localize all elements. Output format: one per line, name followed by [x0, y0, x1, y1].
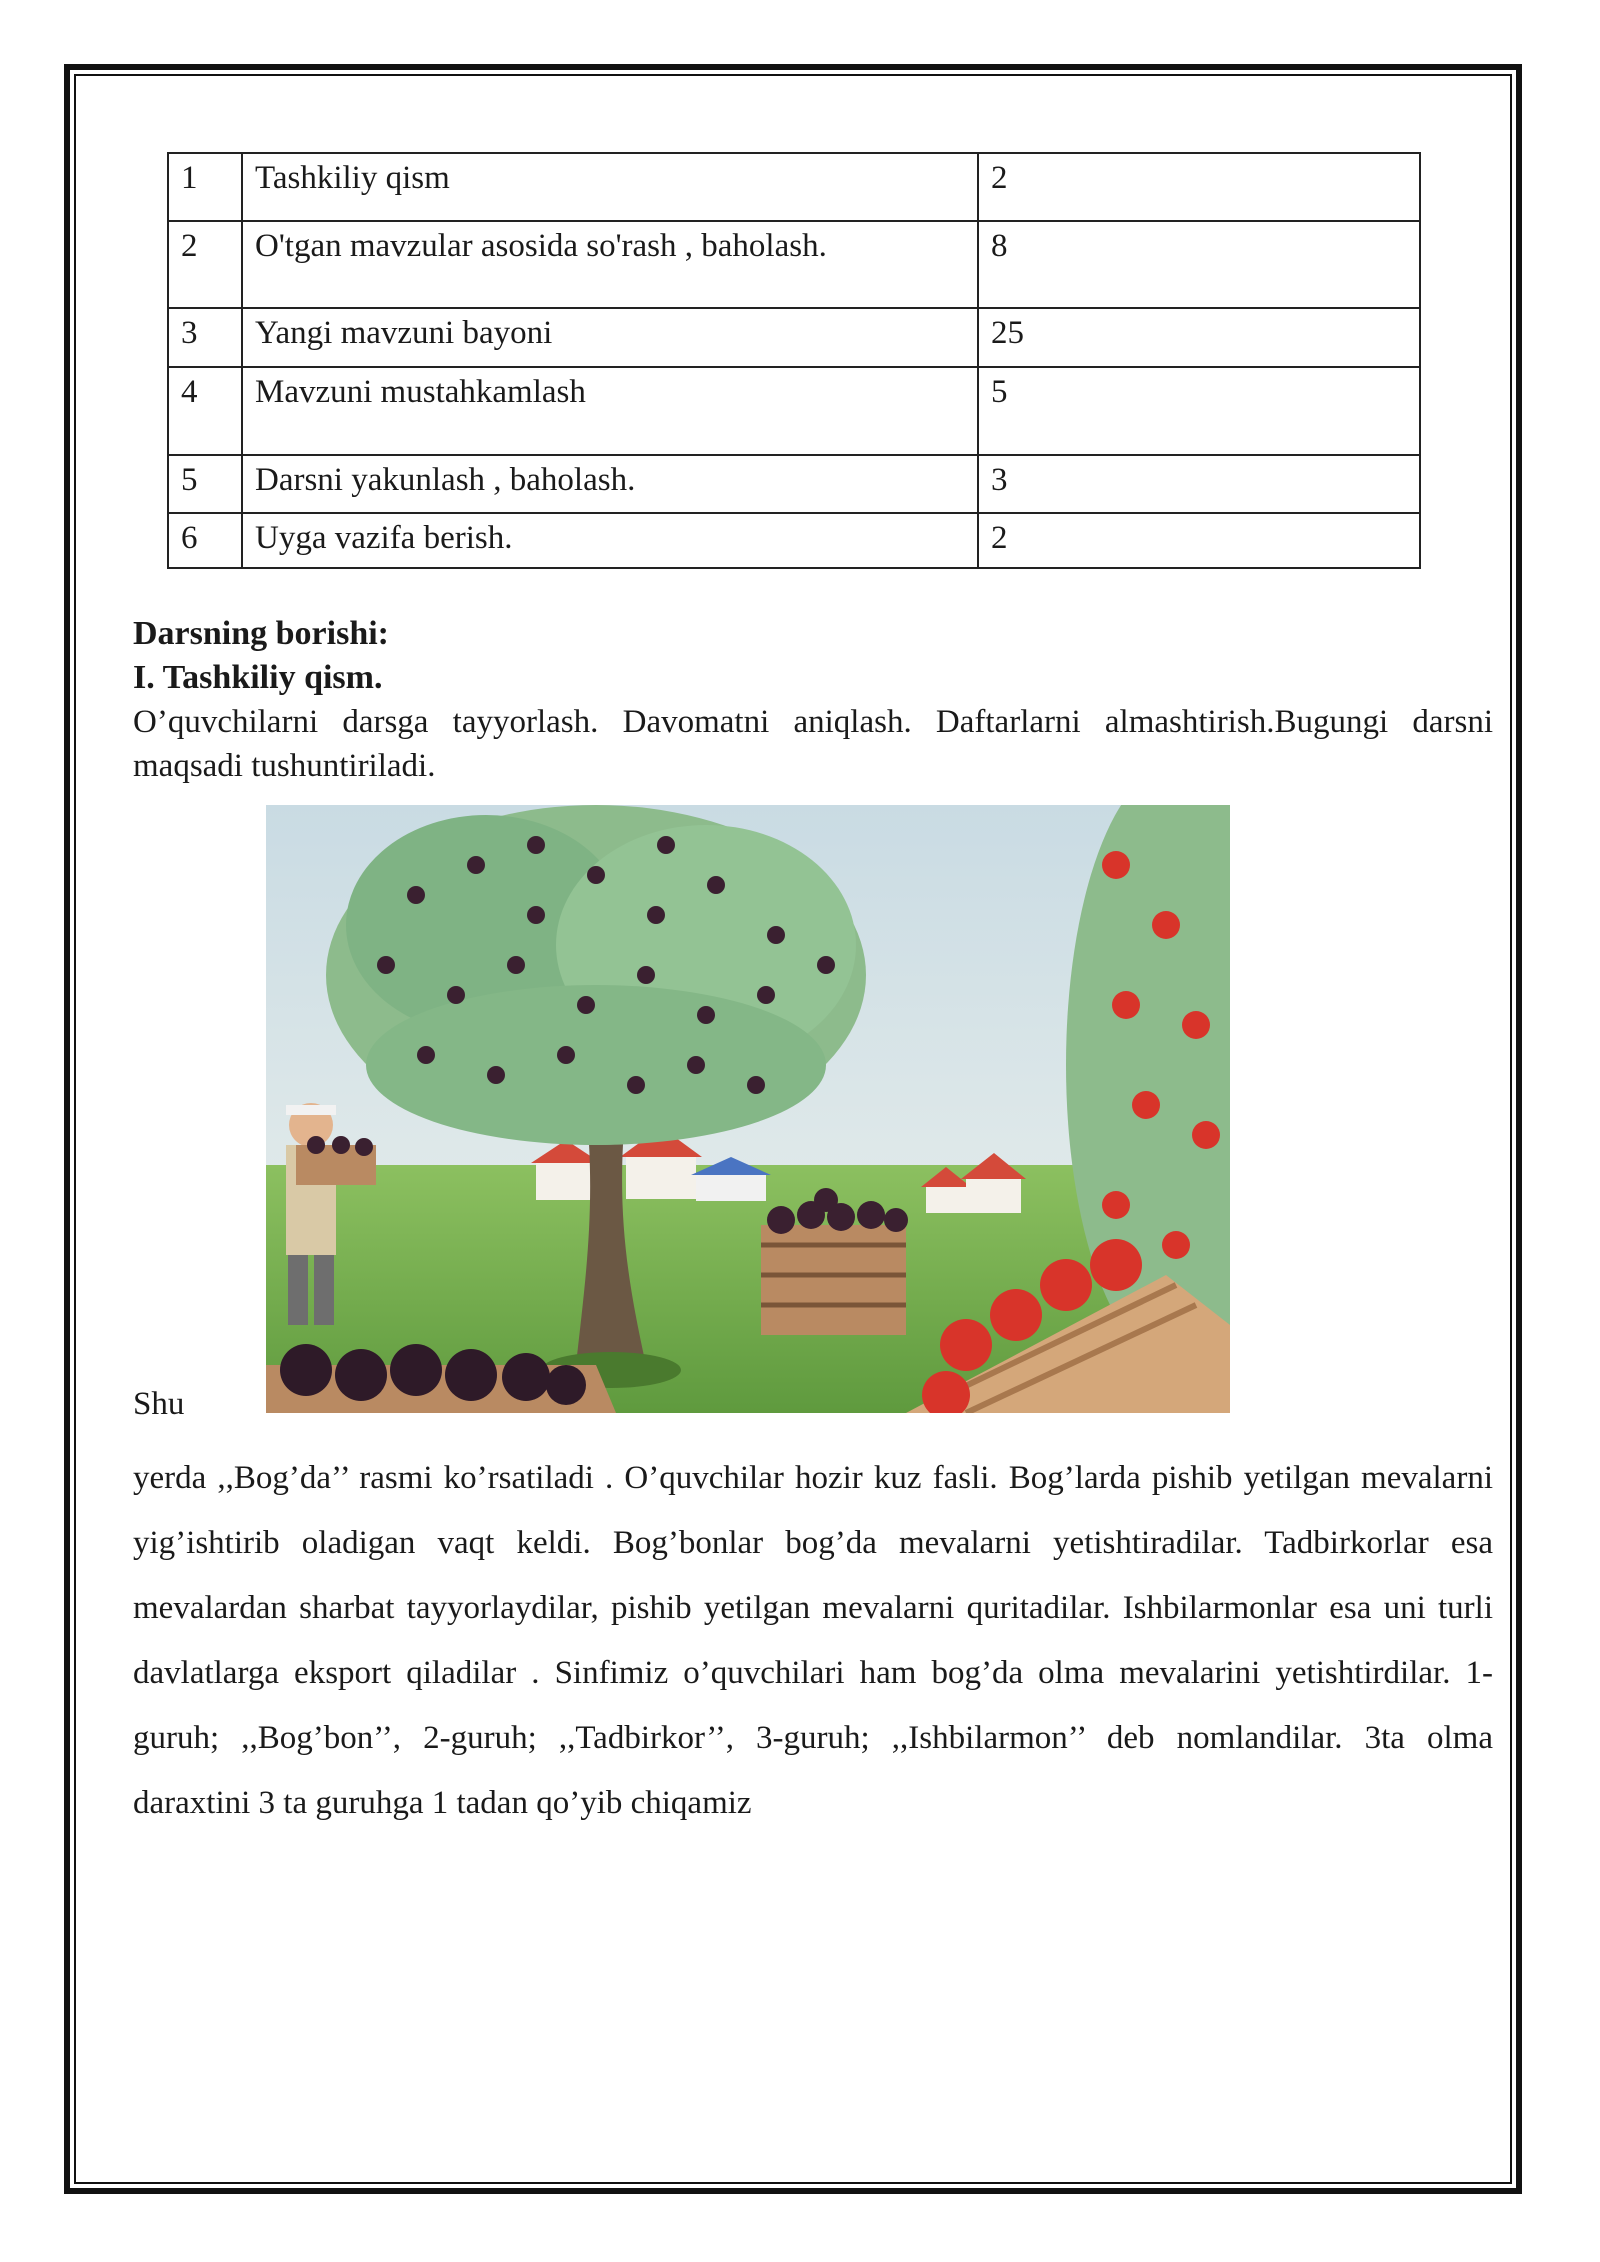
section-heading: Darsning borishi:	[133, 615, 389, 652]
row-minutes: 2	[978, 513, 1420, 568]
table-row	[168, 513, 1420, 568]
row-number: 2	[168, 221, 242, 308]
row-number: 3	[168, 308, 242, 367]
row-number: 1	[168, 153, 242, 221]
lesson-section	[133, 612, 1493, 788]
plum-tree-canopy	[326, 805, 866, 1145]
row-minutes: 3	[978, 455, 1420, 513]
table-row	[168, 367, 1420, 455]
table-row	[168, 308, 1420, 367]
section-subheading: I. Tashkiliy qism.	[133, 659, 383, 696]
row-topic: Mavzuni mustahkamlash	[242, 367, 978, 455]
row-topic: O'tgan mavzular asosida so'rash , baholash.	[242, 221, 978, 308]
garden-illustration	[266, 805, 1230, 1413]
table-row	[168, 153, 1420, 221]
table-row	[168, 455, 1420, 513]
row-topic: Darsni yakunlash , baholash.	[242, 455, 978, 513]
lesson-plan-table	[167, 152, 1421, 569]
table-row	[168, 221, 1420, 308]
row-topic: Uyga vazifa berish.	[242, 513, 978, 568]
row-topic: Tashkiliy qism	[242, 153, 978, 221]
row-number: 6	[168, 513, 242, 568]
body-paragraph: yerda ,,Bog’da’’ rasmi ko’rsatiladi . O’quvchilar hozir kuz fasli. Bog’larda pishib yetilgan mevalarni yig’ishtirib oladigan vaqt keldi. Bog’bonlar bog’da mevalarni yetishtiradilar. Tadbirkorlar esa mevalardan sharbat tayyorlaydilar, pishib yetilgan mevalarni quritadilar. Ishbilarmonlar esa uni turli davlatlarga eksport qiladilar . Sinfimiz o’quvchilari ham bog’da olma mevalarini yetishtirdilar. 1-guruh; ,,Bog’bon’’, 2-guruh; ,,Tadbirkor’’, 3-guruh; ,,Ishbilarmon’’ deb nomlandilar. 3ta olma daraxtini 3 ta guruhga 1 tadan qo’yib chiqamiz	[133, 1460, 1493, 1821]
row-minutes: 8	[978, 221, 1420, 308]
lead-word: Shu	[133, 1386, 185, 1422]
row-minutes: 25	[978, 308, 1420, 367]
row-minutes: 5	[978, 367, 1420, 455]
row-topic: Yangi mavzuni bayoni	[242, 308, 978, 367]
intro-paragraph: O’quvchilarni darsga tayyorlash. Davomatni aniqlash. Daftarlarni almashtirish.Bugungi darsni maqsadi tushuntiriladi.	[133, 704, 1493, 784]
row-minutes: 2	[978, 153, 1420, 221]
row-number: 4	[168, 367, 242, 455]
row-number: 5	[168, 455, 242, 513]
